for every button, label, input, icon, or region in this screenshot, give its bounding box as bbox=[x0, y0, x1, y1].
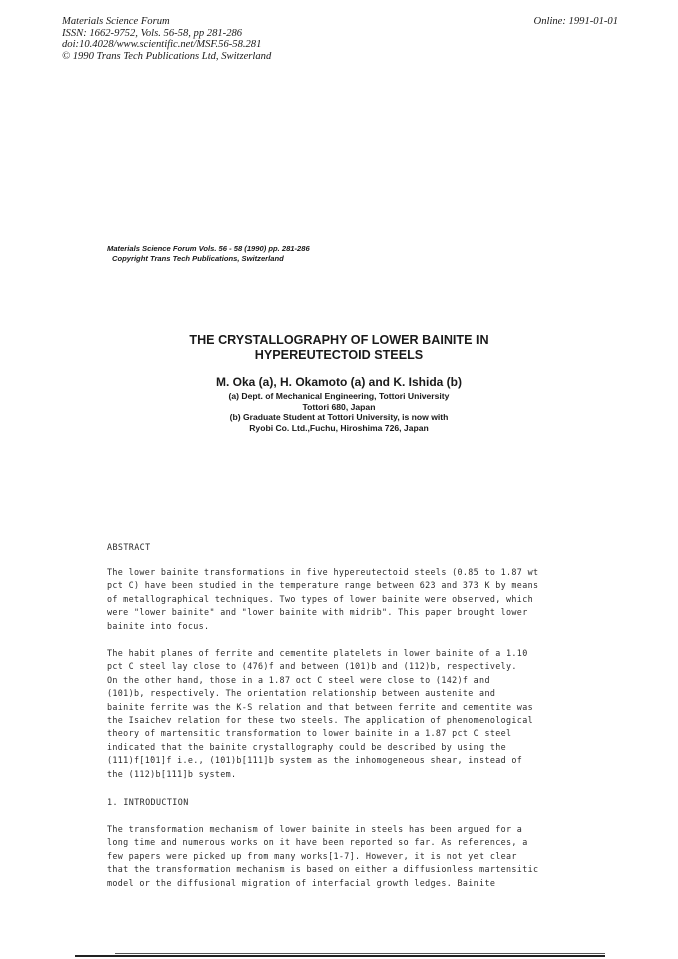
footer-rule bbox=[75, 955, 605, 957]
text-line: were "lower bainite" and "lower bainite with midrib". This paper brought lower bbox=[107, 607, 528, 618]
affiliation-line: Ryobi Co. Ltd.,Fuchu, Hiroshima 726, Japan bbox=[249, 422, 429, 433]
copyright-line: © 1990 Trans Tech Publications Ltd, Switzerland bbox=[62, 50, 272, 62]
affiliation-line: (b) Graduate Student at Tottori University, is now with bbox=[229, 412, 449, 423]
issn-line: ISSN: 1662-9752, Vols. 56-58, pp 281-286 bbox=[62, 27, 243, 39]
text-line: The habit planes of ferrite and cementite platelets in lower bainite of a 1.10 bbox=[107, 648, 528, 658]
text-line: theory of martensitic transformation to lower bainite in a 1.87 pct C steel bbox=[107, 728, 512, 739]
title-line-1: THE CRYSTALLOGRAPHY OF LOWER BAINITE IN bbox=[189, 333, 489, 347]
abstract-paragraph-1 bbox=[107, 566, 552, 633]
text-line: the (112)b[1̄1̄1]b system. bbox=[107, 768, 237, 779]
citation-block bbox=[107, 244, 310, 264]
text-line: model or the diffusional migration of interfacial growth ledges. Bainite bbox=[107, 877, 496, 888]
title-line-2: HYPEREUTECTOID STEELS bbox=[254, 348, 424, 362]
affiliation-line: Tottori 680, Japan bbox=[302, 401, 376, 412]
paper-title bbox=[0, 333, 678, 363]
online-date: Online: 1991-01-01 bbox=[533, 16, 618, 27]
introduction-heading: 1. INTRODUCTION bbox=[107, 797, 189, 807]
text-line: (101)b, respectively. The orientation relationship between austenite and bbox=[107, 688, 496, 699]
journal-header bbox=[62, 16, 271, 62]
text-line: bainite into focus. bbox=[107, 620, 210, 631]
text-line: bainite ferrite was the K-S relation and that between ferrite and cementite was bbox=[107, 701, 533, 712]
authors: M. Oka (a), H. Okamoto (a) and K. Ishida (b) bbox=[215, 375, 463, 389]
text-line: The transformation mechanism of lower bainite in steels has been argued for a bbox=[107, 824, 523, 834]
text-line: the Isaichev relation for these two steels. The application of phenomenological bbox=[107, 715, 533, 726]
doi-line: doi:10.4028/www.scientific.net/MSF.56-58.281 bbox=[62, 39, 262, 50]
journal-name: Materials Science Forum bbox=[62, 16, 170, 27]
text-line: pct C) have been studied in the temperature range between 623 and 373 K by means bbox=[107, 580, 539, 591]
footer-rule-thin bbox=[115, 953, 605, 954]
text-line: (1̄1̄1)f[1̄01]f i.e., (101)b[1̄11]b system as the inhomogeneous shear, instead of bbox=[107, 755, 523, 766]
abstract-heading: ABSTRACT bbox=[107, 542, 151, 552]
affiliation-line: (a) Dept. of Mechanical Engineering, Tottori University bbox=[228, 391, 450, 401]
citation-copyright: Copyright Trans Tech Publications, Switzerland bbox=[112, 254, 284, 263]
text-line: few papers were picked up from many works[1-7]. However, it is not yet clear bbox=[107, 850, 517, 861]
text-line: The lower bainite transformations in five hypereutectoid steels (0.85 to 1.87 wt bbox=[107, 567, 539, 577]
introduction-paragraph bbox=[107, 823, 552, 890]
text-line: indicated that the bainite crystallography could be described by using the bbox=[107, 741, 507, 752]
citation-line: Materials Science Forum Vols. 56 - 58 (1990) pp. 281-286 bbox=[107, 244, 310, 253]
text-line: pct C steel lay close to (476)f and between (101)b and (112)b, respectively. bbox=[107, 661, 517, 672]
text-line: long time and numerous works on it have been reported so far. As references, a bbox=[107, 837, 528, 848]
abstract-paragraph-2 bbox=[107, 647, 552, 781]
affiliations bbox=[0, 391, 678, 433]
text-line: that the transformation mechanism is based on either a diffusionless martensitic bbox=[107, 864, 539, 875]
text-line: of metallographical techniques. Two types of lower bainite were observed, which bbox=[107, 593, 533, 604]
text-line: On the other hand, those in a 1.87 oct C steel were close to (142)f and bbox=[107, 674, 490, 685]
